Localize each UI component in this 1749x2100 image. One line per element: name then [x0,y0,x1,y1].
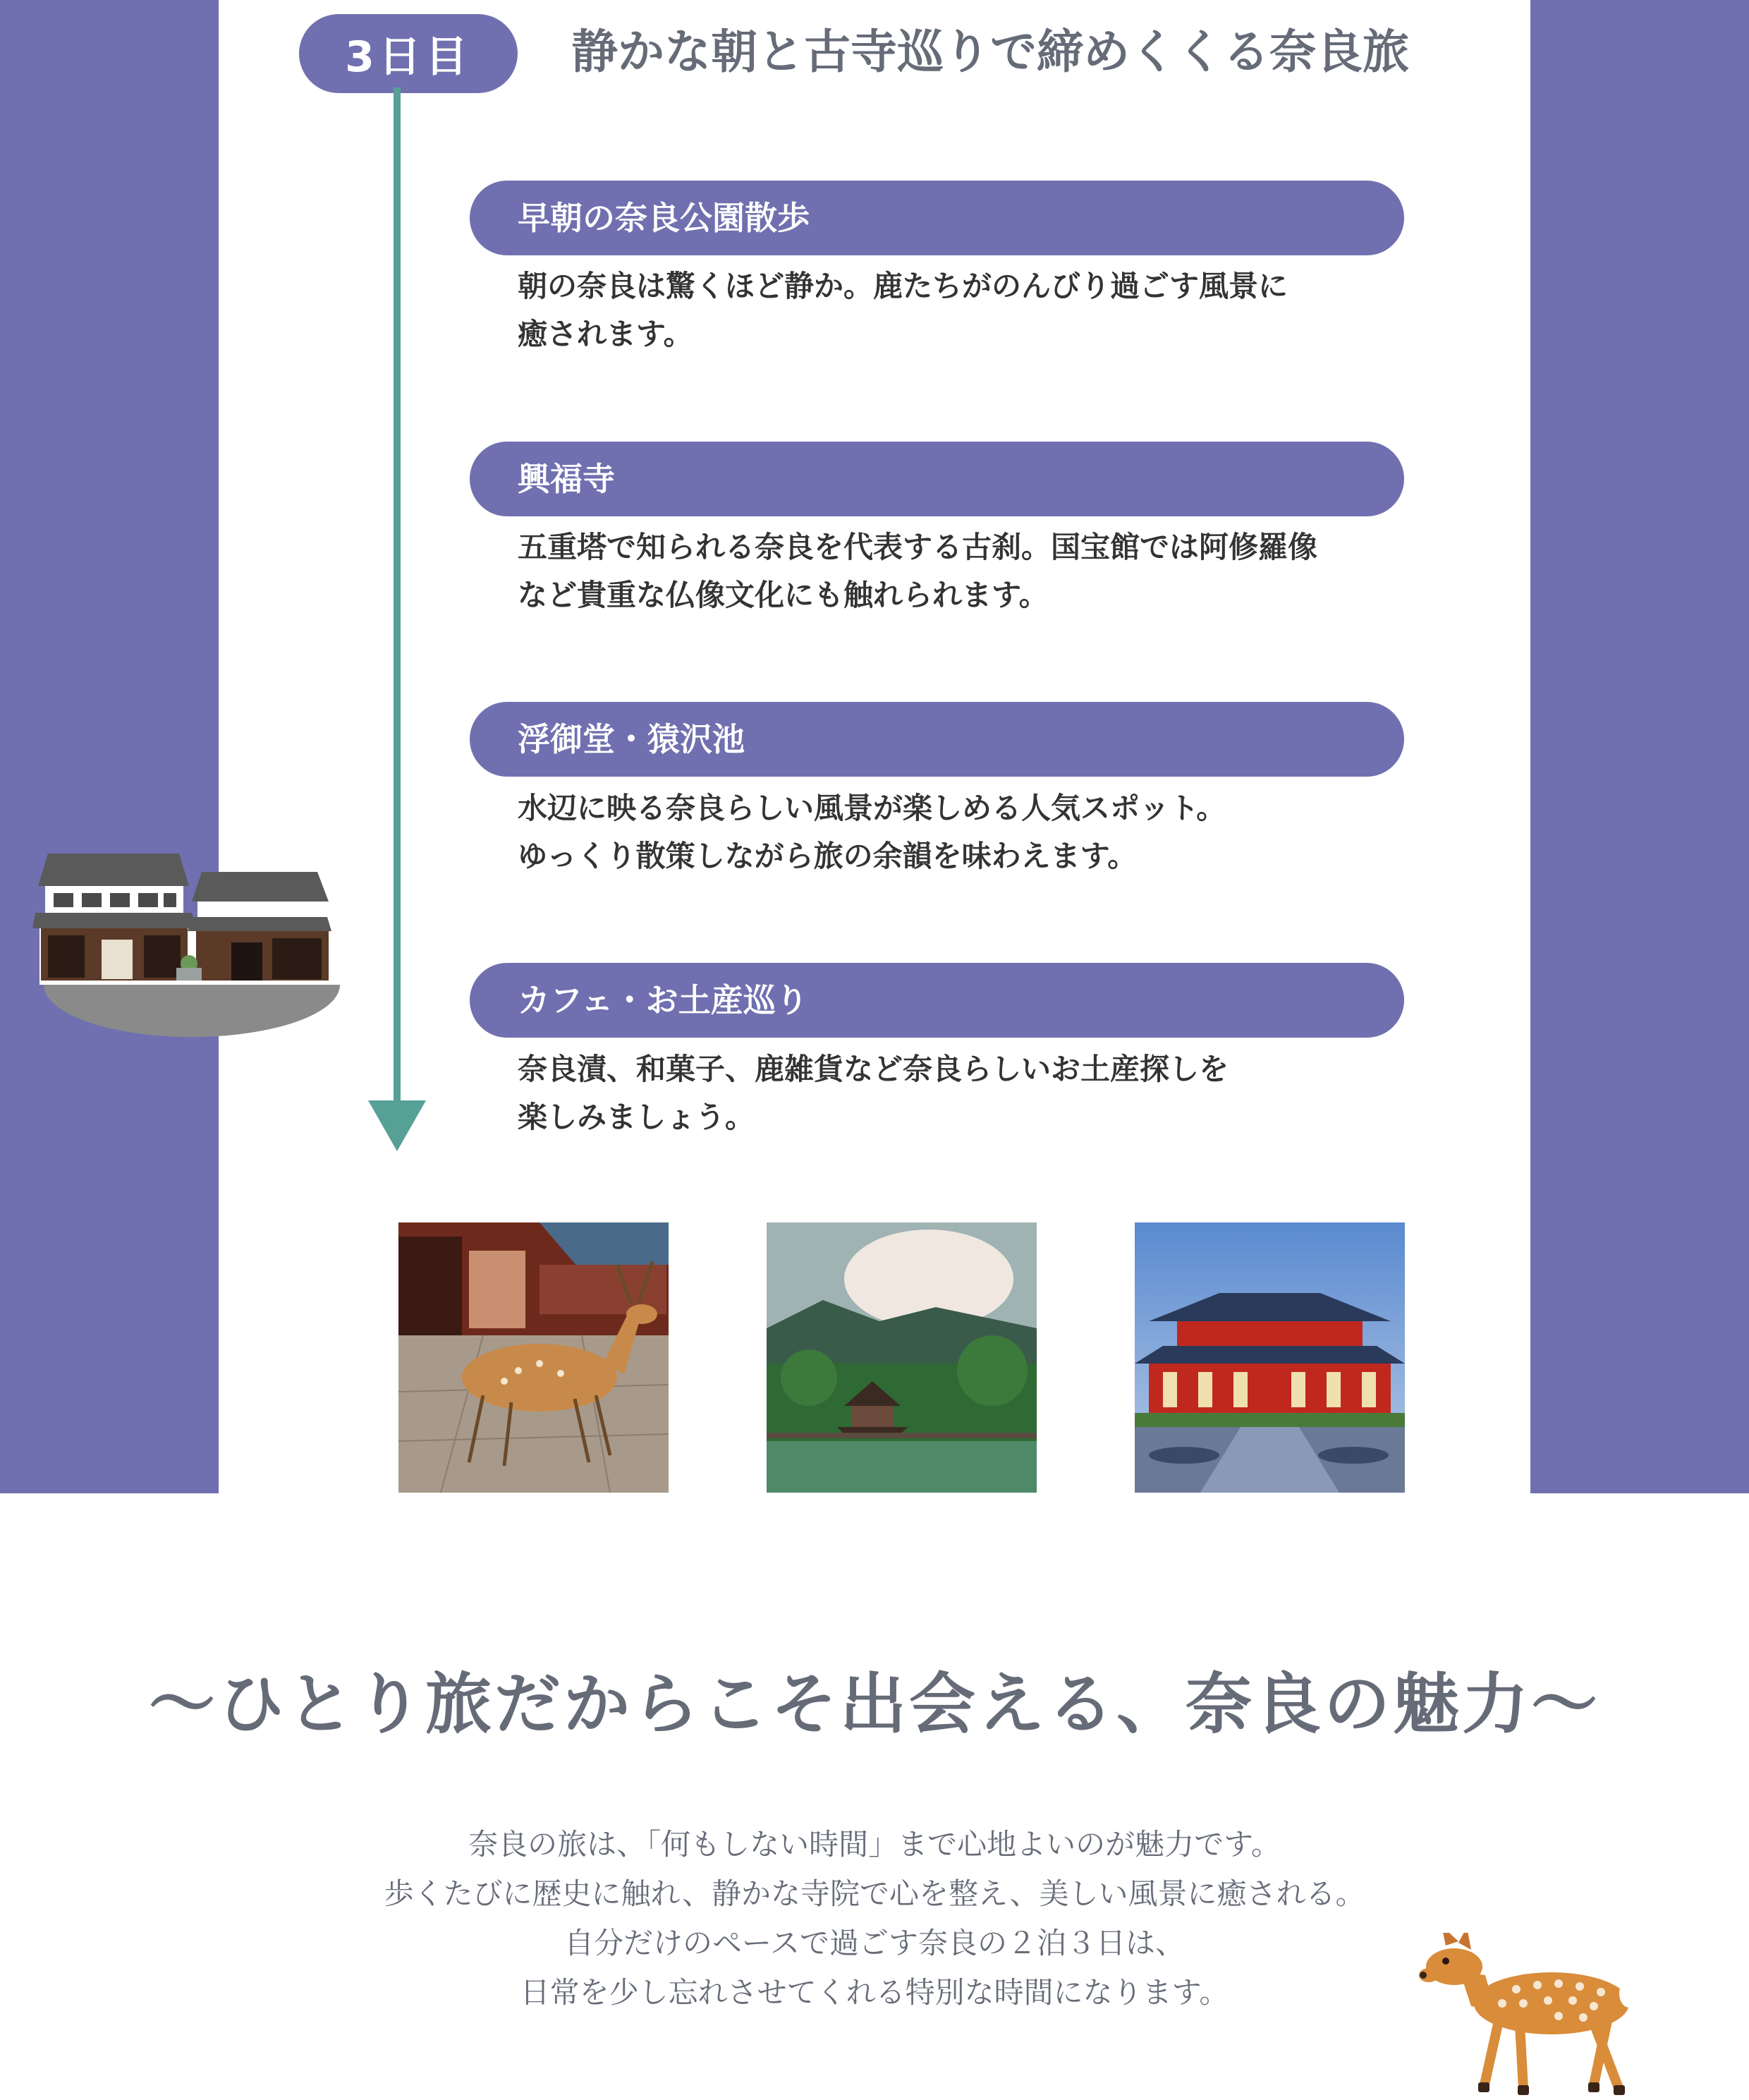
schedule-item-description: 五重塔で知られる奈良を代表する古刹。国宝館では阿修羅像 など貴重な仏像文化にも触れられます。 [518,530,1318,612]
schedule-item-description: 朝の奈良は驚くほど静か。鹿たちがのんびり過ごす風景に 癒されます。 [518,269,1288,351]
schedule-item-title: 浮御堂・猿沢池 [470,702,1404,777]
summary-line: 奈良の旅は、「何もしない時間」まで心地よいのが魅力です。 [468,1827,1281,1862]
schedule-item-description: 奈良漬、和菓子、鹿雑貨など奈良らしいお土産探しを 楽しみましょう。 [518,1052,1229,1134]
slogan-heading: 〜ひとり旅だからこそ出会える、奈良の魅力〜 [148,1666,1600,1743]
summary-line: 自分だけのペースで過ごす奈良の２泊３日は、 [564,1926,1185,1960]
machiya-house-illustration [32,818,343,1037]
deer-at-temple-photo [398,1222,669,1493]
right-purple-band [1530,0,1749,1493]
summary-line: 歩くたびに歴史に触れ、静かな寺院で心を整え、美しい風景に癒される。 [384,1876,1365,1911]
fawn-illustration [1418,1933,1650,2100]
schedule-item-description: 水辺に映る奈良らしい風景が楽しめる人気スポット。 ゆっくり散策しながら旅の余韻を味わえます。 [518,791,1226,873]
left-purple-band [0,0,219,1493]
day-badge: 3日目 [299,14,518,93]
day-title: 静かな朝と古寺巡りで締めくくる奈良旅 [571,25,1409,79]
summary-line: 日常を少し忘れさせてくれる特別な時間になります。 [520,1975,1229,2010]
ukimido-pond-photo [767,1222,1037,1493]
schedule-item-title: 早朝の奈良公園散歩 [470,181,1404,255]
timeline-arrow-icon [368,1100,426,1151]
schedule-item-title: 興福寺 [470,442,1404,516]
red-temple-hall-photo [1135,1222,1405,1493]
schedule-item-title: カフェ・お土産巡り [470,963,1404,1038]
timeline-line [394,87,401,1103]
